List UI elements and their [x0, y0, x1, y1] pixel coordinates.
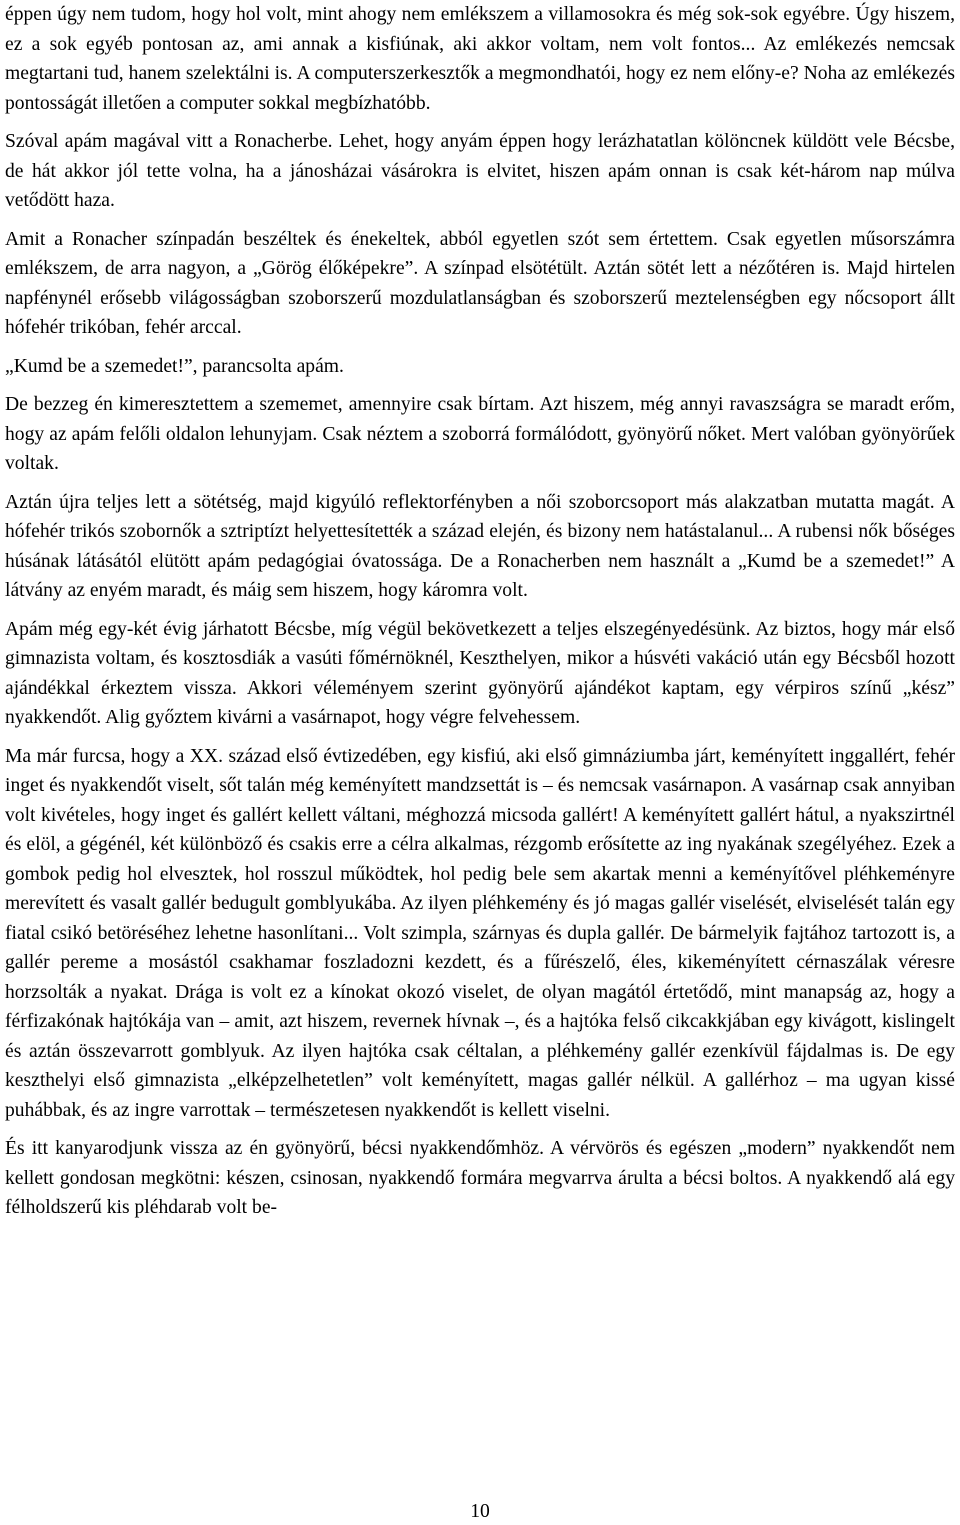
- paragraph-3: Amit a Ronacher színpadán beszéltek és énekeltek, abból egyetlen szót sem értettem. Csak egyetlen műsorszámra emlékszem, de arra nagyon, a „Görög élőképekre”. A színpad elsötétült. Aztán sötét lett a nézőtéren is. Majd hirtelen napfénynél erősebb világosságban szoborszerű mozdulatlanságban és szoborszerű meztelenségben egy nőcsoport állt hófehér trikóban, fehér arccal.: [5, 228, 955, 338]
- page-number: 10: [470, 1501, 490, 1522]
- paragraph-8: Ma már furcsa, hogy a XX. század első évtizedében, egy kisfiú, aki első gimnáziumba járt, keményített inggallért, fehér inget és nyakkendőt viselt, sőt talán még keményített mandzsettát is – és nemcsak vasárnapon. A vasárnap csak annyiban volt kivételes, hogy inget és gallért kellett váltani, méghozzá micsoda gallért! A keményített gallért hátul, a nyakszirtnél és elöl, a gégénél, két különböző és csakis erre a célra alkalmas, rézgomb erősítette az ing nyakának szegélyéhez. Ezek a gombok pedig hol elvesztek, hol rosszul működtek, hol pedig bele sem akartak menni a keményítővel pléhkeményre merevített és vasalt gallér bedugult gomblyukába. Az ilyen pléhkemény és jó magas gallér viselését, elviselését talán egy fiatal csikó betöréséhez lehetne hasonlítani... Volt szimpla, szárnyas és dupla gallér. De bármelyik fajtához tartozott is, a gallér pereme a mosástól csakhamar foszladozni kezdett, és a fűrészelő, éles, kikeményített cérnaszálak véresre horzsolták a nyakat. Drága is volt ez a kínokat okozó viselet, de olyan magától értetődő, mint manapság az, hogy a férfizakónak hajtókája van – amit, azt hiszem, revernek hívnak –, és a hajtóka felső cikcakkjában egy kivágott, kislingelt és aztán összevarrott gomblyuk. Az ilyen hajtóka csak céltalan, a pléhkemény gallér ezenkívül fájdalmas is. De egy keszthelyi első gimnazista „elképzelhetetlen” volt keményített, magas gallér nélkül. A gallérhoz – ma ugyan kissé puhábbak, és az ingre varrottak – természetesen nyakkendőt is kellett viselni.: [5, 745, 955, 1121]
- paragraph-4: „Kumd be a szemedet!”, parancsolta apám.: [5, 355, 344, 377]
- paragraph-6: Aztán újra teljes lett a sötétség, majd kigyúló reflektorfényben a női szoborcsoport más alakzatban mutatta magát. A hófehér trikós szobornők a sztriptízt helyettesítették a század elején, és bizony nem hatástalanul... A rubensi nők bőséges húsának látásától elütött apám pedagógiai óvatossága. De a Ronacherben nem használt a „Kumd be a szemedet!” A látvány az enyém maradt, és máig sem hiszem, hogy káromra volt.: [5, 491, 955, 601]
- paragraph-2: Szóval apám magával vitt a Ronacherbe. Lehet, hogy anyám éppen hogy lerázhatatlan kölöncnek küldött vele Bécsbe, de hát akkor jól tette volna, ha a jánosházai vásárokra is elvitet, hiszen apám onnan is csak két-három nap múlva vetődött haza.: [5, 131, 955, 211]
- document-page: [5, 0, 955, 1232]
- paragraph-9: És itt kanyarodjunk vissza az én gyönyörű, bécsi nyakkendőmhöz. A vérvörös és egészen „modern” nyakkendőt nem kellett gondosan megkötni: készen, csinosan, nyakkendő formára megvarrva árulta a bécsi boltos. A nyakkendő alá egy félholdszerű kis pléhdarab volt be-: [5, 1138, 955, 1218]
- paragraph-7: Apám még egy-két évig járhatott Bécsbe, míg végül bekövetkezett a teljes elszegényedésünk. Az biztos, hogy már első gimnazista voltam, és kosztosdiák a vasúti főmérnöknél, Keszthelyen, mikor a húsvéti vakáció után egy Bécsből hozott ajándékkal érkeztem vissza. Akkori véleményem szerint gyönyörű ajándékot kaptam, egy vérpiros színű „kész” nyakkendőt. Alig győztem kivárni a vasárnapot, hogy végre felvehessem.: [5, 618, 955, 728]
- paragraph-1: éppen úgy nem tudom, hogy hol volt, mint ahogy nem emlékszem a villamosokra és még sok-sok egyébre. Úgy hiszem, ez a sok egyéb pontosan az, ami annak a kisfiúnak, aki akkor voltam, nem volt fontos... Az emlékezés nemcsak megtartani tud, hanem szelektálni is. A computerszerkesztők a megmondhatói, hogy ez nem előny-e? Noha az emlékezés pontosságát illetően a computer sokkal megbízhatóbb.: [5, 4, 955, 114]
- paragraph-5: De bezzeg én kimeresztettem a szememet, amennyire csak bírtam. Azt hiszem, még annyi ravaszságra se maradt erőm, hogy az apám felőli oldalon lehunyjam. Csak néztem a szoborrá formálódott, gyönyörű nőket. Mert valóban gyönyörűek voltak.: [5, 394, 955, 474]
